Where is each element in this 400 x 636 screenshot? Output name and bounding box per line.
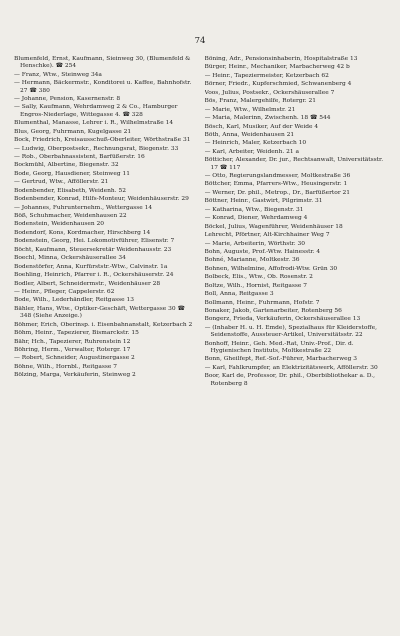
directory-entry: Bähr, Hch., Tapezierer, Ruhrenstein 12 xyxy=(14,338,131,345)
directory-entry: Böning, Adr., Pensionsinhaberin, Hospitalstraße 13 xyxy=(204,56,358,62)
directory-entry: — Konrad, Diener, Wehrdamweg 4 xyxy=(204,215,308,222)
directory-entry: — Maria, Malerinn, Zwischenh. 18 ☎ 544 xyxy=(204,115,331,122)
directory-entry: Boechl, Minna, Ockershäuserallee 34 xyxy=(14,255,126,262)
directory-entry: Böhne, Wilh., Hornbl., Reitgasse 7 xyxy=(14,363,117,370)
directory-entry: Bock, Friedrich, Kreisausschuß-Oberleiter, Wörthstraße 31 xyxy=(14,137,191,144)
directory-entry: Bode, Georg, Hausdiener, Steinweg 11 xyxy=(14,170,130,177)
directory-entry: Böcht, Kaufmann, Steuersekretär Weidenhausstr. 23 xyxy=(14,246,172,253)
directory-columns xyxy=(14,56,388,630)
directory-entry: Bodenbender, Konrad, Hilfs-Monteur, Weidenhäuserstr. 29 xyxy=(14,196,189,203)
directory-entry: Böth, Anna, Weidenhausen 21 xyxy=(204,131,295,138)
directory-entry: Bohné, Marianne, Moltkestr. 36 xyxy=(204,257,300,264)
directory-entry: Bodendorf, Kons, Kordmacher, Hirschberg 14 xyxy=(14,229,151,236)
directory-entry: — Rob., Oberbahnassistent, Barfüßerstr. 16 xyxy=(14,153,145,160)
directory-entry: Böttcher, Emma, Pfarrers-Wtw., Heusingerstr. 1 xyxy=(204,181,348,188)
directory-entry: Böhmer, Erich, Oberinsp. i. Eisenbahnanstalt, Ketzerbach 2 xyxy=(14,321,193,328)
directory-entry: Bongerz, Frieda, Verkäuferin, Ockershäuserallee 13 xyxy=(204,316,361,323)
directory-entry: — Karl, Arbeiter, Weidenh. 21 a xyxy=(204,148,300,155)
left-column xyxy=(14,56,198,630)
directory-entry: Bonhoff, Heinr., Geh. Med.-Rat, Univ.-Prof., Dir. d. Hygienischen Instituts, Moltkestraße 22 xyxy=(204,340,356,355)
page-number: 74 xyxy=(194,36,206,46)
directory-entry: — Marie, Wtw., Wilhelmstr. 21 xyxy=(204,106,296,113)
directory-entry: Bollmann, Heinr., Fuhrmann, Hofstr. 7 xyxy=(204,299,320,306)
directory-entry: Bohn, Auguste, Prof.-Wtw. Hainesstr. 4 xyxy=(204,248,321,255)
directory-entry: Lehrecht, Pförtner, Alt-Kirchhainer Weg 7 xyxy=(204,232,330,239)
directory-entry: Boltze, Wilh., Hornist, Reitgasse 7 xyxy=(204,282,308,289)
directory-entry: — Heinr., Pfleger, Cappelerstr. 62 xyxy=(14,288,115,295)
directory-entry: Bodenstein, Weidenhausen 20 xyxy=(14,221,104,228)
directory-entry: Bölzing, Marga, Verkäuferin, Steinweg 2 xyxy=(14,372,136,379)
directory-entry: — Johanne, Pension, Kasernenstr. 8 xyxy=(14,96,121,102)
directory-entry: — Gertrud, Wtw., Afföllerstr. 21 xyxy=(14,179,109,186)
directory-entry: Böhring, Herm., Verwalter, Rotergr. 17 xyxy=(14,346,131,353)
directory-entry: — Katharina, Wtw., Biegenstr. 31 xyxy=(204,206,304,213)
directory-entry: Boehling, Heinrich, Pfarrer i. R., Ockershäuserstr. 24 xyxy=(14,272,174,279)
directory-entry: — Franz, Wtw., Steinweg 34a xyxy=(14,71,102,78)
directory-entry: Bohnen, Wilhelmine, Affofrodi-Wtw. Grün 30 xyxy=(204,265,338,272)
directory-entry: Bodenstein, Georg, Hei. Lokomotivführer, Elisenstr. 7 xyxy=(14,238,175,245)
directory-entry: Böttner, Heinr., Gastwirt, Pilgrimstr. 31 xyxy=(204,198,323,205)
directory-entry: — Werner, Dr. phil., Metrop., Dr., Barfüßertor 21 xyxy=(204,189,351,196)
directory-entry: Böhm, Heinr., Tapezierer, Bismarckstr. 15 xyxy=(14,330,139,337)
directory-entry: Bockmühl, Albertine, Biegenstr. 32 xyxy=(14,162,119,169)
directory-entry: Blumenthal, Manasse, Lehrer i. R., Wilhelmstraße 14 xyxy=(14,120,174,127)
directory-entry: — Heinrich, Maler, Ketzerbach 10 xyxy=(204,140,307,147)
directory-entry: Voos, Julius, Postsekr., Ockershäuserallee 7 xyxy=(204,89,335,96)
directory-entry: — Karl, Fahlkrumpfer, an Elektrizitätswerk, Afföllerstr. 30 xyxy=(204,364,378,371)
directory-entry: — Otto, Regierungslandmesser, Moltkestraße 36 xyxy=(204,173,351,180)
directory-entry: Bötticher, Alexander, Dr. jur., Rechtsanwalt, Universitätsstr. 17 ☎ 117 xyxy=(204,157,385,171)
directory-entry: Böß, Schuhmacher, Weidenhausen 22 xyxy=(14,213,127,220)
directory-entry: Bürger, Heinr., Mechaniker, Marbacherweg 42 b xyxy=(204,64,350,71)
directory-entry: — Marie, Arbeiterin, Wörthstr. 30 xyxy=(204,240,306,247)
directory-entry: Blus, Georg, Fuhrmann, Kugelgasse 21 xyxy=(14,128,132,135)
directory-entry: Blumenfeld, Ernst, Kaufmann, Sieinweg 30, (Blumenfeld & Henschke). ☎ 254 xyxy=(14,56,193,70)
directory-entry: — Johannes, Fuhrunternehm., Wettergasse 14 xyxy=(14,204,153,211)
directory-entry: Boll, Anna, Reitgasse 3 xyxy=(204,291,274,298)
directory-entry: — Ludwig, Oberpostsekr., Rechnungsrat, Biegenstr. 33 xyxy=(14,145,179,152)
directory-entry: Bode, Wilh., Lederhändler, Reitgasse 13 xyxy=(14,297,134,304)
directory-entry: — Robert, Schneider, Augustinergasse 2 xyxy=(14,355,135,362)
directory-entry: — Sally, Kaufmann, Wehrdamweg 2 & Co., Hamburger Engros-Niederlage, Wittegasse 4. ☎ 328 xyxy=(14,104,180,118)
directory-entry: Bolbeck, Elis., Wtw., Ob. Rosenstr. 2 xyxy=(204,274,313,281)
directory-entry: — (Inhaber H. u. H. Emde), Spezialhaus für Kleiderstoffe, Seidenstoffe, Aussteuer-Artikel, Universitätsstr. 22 xyxy=(204,324,379,339)
directory-entry: Bähler, Hans, Wtw., Optiker-Geschäft, Wettergasse 30 ☎ 348 (Siehe Anzeige.) xyxy=(14,305,187,320)
directory-entry: Bodenbender, Elisabeth, Weidenh. 52 xyxy=(14,187,126,194)
directory-entry: Boor, Karl de, Professor, Dr. phil., Oberbibliothekar a. D., Rotenberg 8 xyxy=(204,373,377,387)
directory-entry: Bodenstörfer, Anna, Kurfürststr.-Wtw., Calvinstr. 1a xyxy=(14,263,168,270)
directory-entry: Bösch, Karl, Musiker, Auf der Weide 4 xyxy=(204,123,319,130)
directory-entry: Böckel, Julius, Wagenführer, Weidenhäuser 18 xyxy=(204,223,343,230)
directory-entry: Bonaker, Jakob, Gartenarbeiter, Rotenberg 56 xyxy=(204,308,342,315)
directory-entry: — Hermann, Bäckermstr., Konditorei u. Kaffee, Bahnhofstr. 27 ☎ 380 xyxy=(14,80,194,94)
directory-entry: Bonn, Gheilfept, Ref.-Sof.-Führer, Marbacherweg 3 xyxy=(204,356,358,363)
directory-entry: — Heinr., Tapeziermeister, Ketzerbach 62 xyxy=(204,72,329,79)
right-column xyxy=(205,56,389,630)
directory-entry: Bös, Franz, Malergehilfe, Rotergr. 21 xyxy=(204,98,316,105)
directory-entry: Börner, Friedr., Kupferschmied, Schwanenberg 4 xyxy=(204,81,352,88)
directory-entry: Bodler, Albert, Schneidermstr., Weidenhäuser 28 xyxy=(14,280,161,287)
